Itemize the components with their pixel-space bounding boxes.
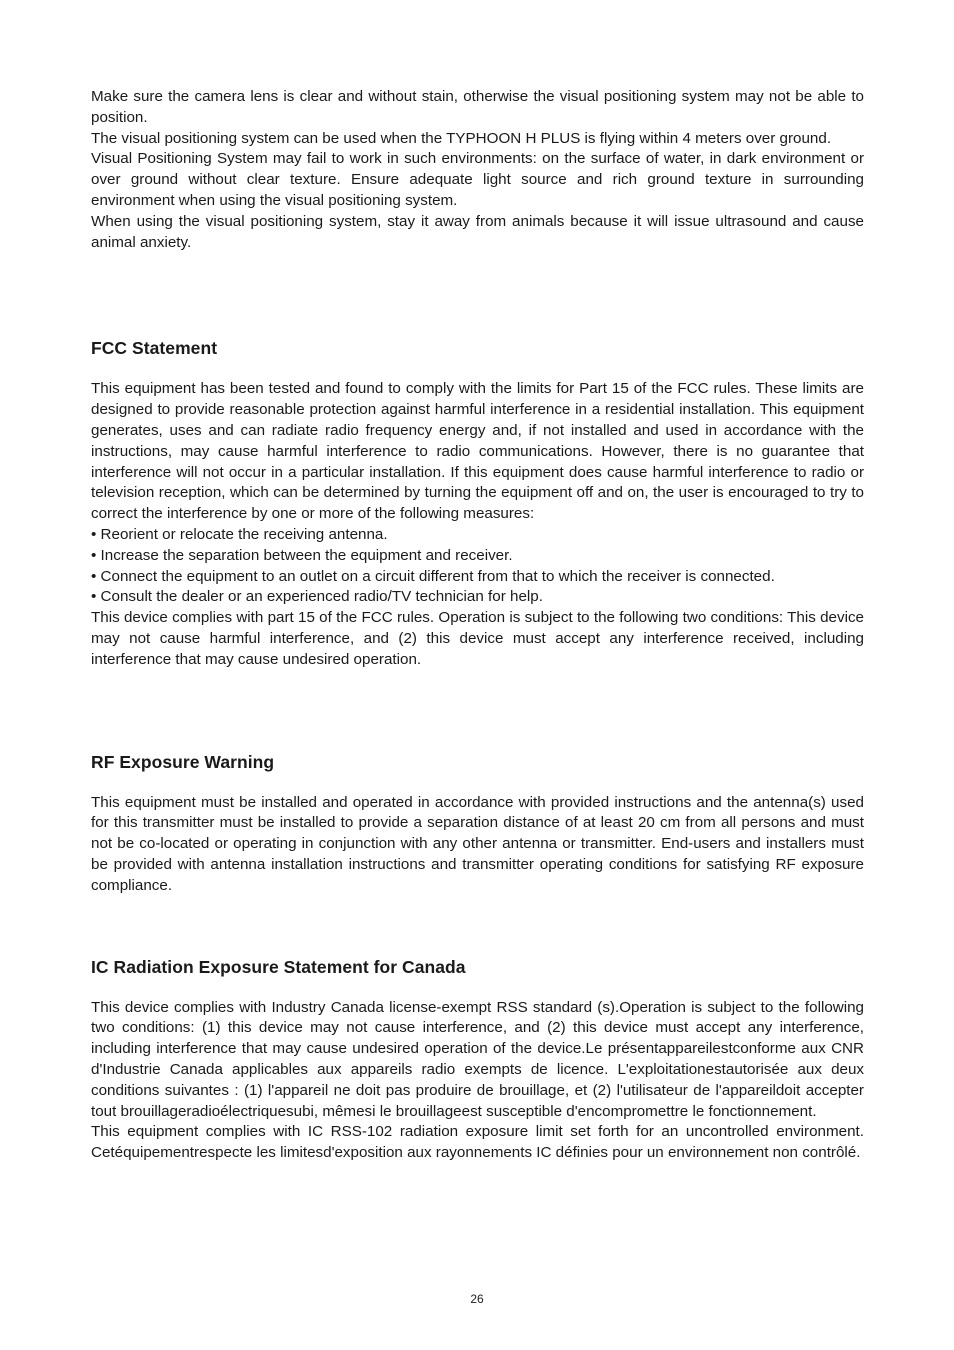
intro-paragraph: When using the visual positioning system, stay it away from animals because it will issue ultrasound and cause animal anxiety.: [91, 212, 864, 251]
rf-paragraph: This equipment must be installed and operated in accordance with provided instructions and the antenna(s) used for this transmitter must be installed to provide a separation distance of at least 20 cm from all persons and must not be co-located or operating in conjunction with any other antenna or transmitter. End-users and installers must be provided with antenna installation instructions and transmitter operating conditions for satisfying RF exposure compliance.: [91, 793, 864, 894]
fcc-bullet: • Increase the separation between the equipment and receiver.: [91, 546, 513, 564]
rf-heading: RF Exposure Warning: [91, 751, 275, 772]
ic-paragraph: This device complies with Industry Canada license-exempt RSS standard (s).Operation is subject to the following two conditions: (1) this device may not cause interference, and (2) this device must accept any interference, including interference that may cause undesired operation of the device.Le présentappareilestconforme aux CNR d'Industrie Canada applicables aux appareils radio exempts de licence. L'exploitationestautorisée aux deux conditions suivantes : (1) l'appareil ne doit pas produire de brouillage, et (2) l'utilisateur de l'appareildoit accepter tout brouillageradioélectriquesubi, mêmesi le brouillageest susceptible d'encompromettre le fonctionnement.: [91, 998, 864, 1120]
ic-heading: IC Radiation Exposure Statement for Canada: [91, 956, 466, 977]
fcc-bullet: • Reorient or relocate the receiving antenna.: [91, 525, 388, 543]
page-content: [91, 87, 864, 1164]
intro-paragraph: The visual positioning system can be used when the TYPHOON H PLUS is flying within 4 meters over ground.: [91, 129, 832, 147]
fcc-closing: This device complies with part 15 of the FCC rules. Operation is subject to the following two conditions: This device may not cause harmful interference, and (2) this device must accept any interference received, including interference that may cause undesired operation.: [91, 609, 864, 668]
fcc-bullet: • Consult the dealer or an experienced radio/TV technician for help.: [91, 588, 543, 606]
fcc-paragraph: This equipment has been tested and found to comply with the limits for Part 15 of the FCC rules. These limits are designed to provide reasonable protection against harmful interference in a residential installation. This equipment generates, uses and can radiate radio frequency energy and, if not installed and used in accordance with the instructions, may cause harmful interference to radio communications. However, there is no guarantee that interference will not occur in a particular installation. If this equipment does cause harmful interference to radio or television reception, which can be determined by turning the equipment off and on, the user is encouraged to try to correct the interference by one or more of the following measures:: [91, 380, 864, 523]
intro-section: [91, 87, 864, 253]
fcc-bullet: • Connect the equipment to an outlet on a circuit different from that to which the receiver is connected.: [91, 567, 775, 585]
ic-section: [91, 998, 864, 1164]
intro-paragraph: Visual Positioning System may fail to work in such environments: on the surface of water, in dark environment or over ground without clear texture. Ensure adequate light source and rich ground texture in surrounding environment when using the visual positioning system.: [91, 150, 864, 209]
page-number: 26: [470, 1292, 484, 1306]
fcc-heading: FCC Statement: [91, 338, 218, 359]
intro-paragraph: Make sure the camera lens is clear and without stain, otherwise the visual positioning system may not be able to position.: [91, 88, 864, 126]
ic-paragraph: This equipment complies with IC RSS-102 radiation exposure limit set forth for an uncontrolled environment. Cetéquipementrespecte les limitesd'exposition aux rayonnements IC définies pour un environnement non contrôlé.: [91, 1123, 864, 1162]
rf-section: [91, 793, 864, 897]
fcc-section: [91, 379, 864, 670]
